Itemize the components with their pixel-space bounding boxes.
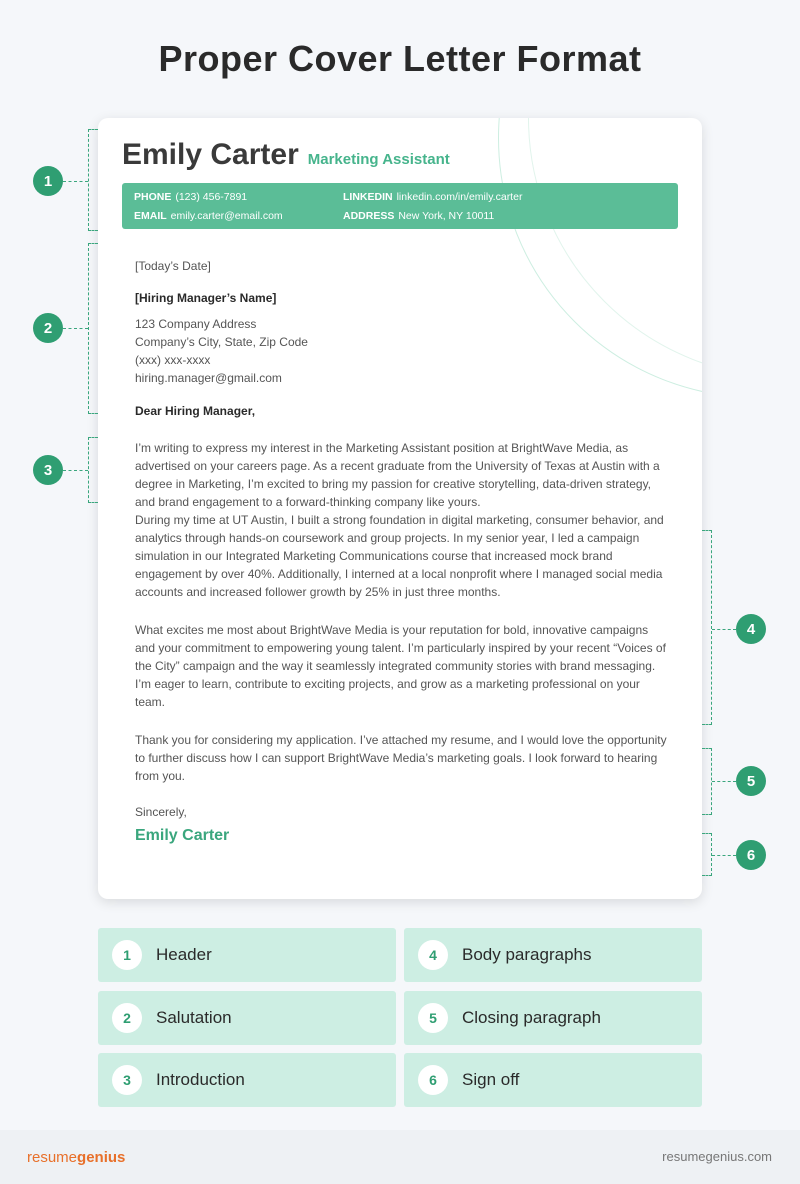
connector-6 [712,855,736,856]
legend-label: Salutation [156,1008,232,1027]
connector-1 [63,181,88,182]
marker-2: 2 [33,313,63,343]
legend-item-introduction [98,1053,396,1107]
email-value: emily.carter@email.com [170,210,283,222]
marker-4: 4 [736,614,766,644]
contact-linkedin [343,191,522,203]
marker-3: 3 [33,455,63,485]
legend-number: 6 [418,1065,448,1095]
phone-label: PHONE [134,191,172,203]
connector-2 [63,328,88,329]
connector-5 [712,781,736,782]
brand-part-1: resume [27,1149,78,1166]
signature: Emily Carter [135,827,230,844]
contact-address [343,210,494,222]
legend-item-signoff [404,1053,702,1107]
legend-label: Closing paragraph [462,1008,601,1027]
closing-paragraph: Thank you for considering my application. I’ve attached my resume, and I would love the opportunity to further discuss how I can support BrightWave Media’s marketing goals. I look forward to hearing from you. [135,733,667,783]
legend-item-salutation [98,991,396,1045]
contact-email [134,210,283,222]
legend-label: Introduction [156,1070,245,1089]
bracket-signoff [702,833,712,876]
legend-label: Sign off [462,1070,520,1089]
bracket-salutation [88,243,98,414]
marker-5: 5 [736,766,766,796]
footer [0,1130,800,1184]
address-line: Company’s City, State, Zip Code [135,335,308,349]
legend-label: Body paragraphs [462,945,592,964]
connector-3 [63,470,88,471]
address-line: 123 Company Address [135,317,257,331]
bracket-body [702,530,712,725]
legend-number: 2 [112,1003,142,1033]
bracket-introduction [88,437,98,503]
body-paragraph-2: What excites me most about BrightWave Media is your reputation for bold, innovative campaigns and your commitment to empowering young talent. I’m particularly inspired by your recent “Voices of the City” campaign and the way it seamlessly integrated community stories with brand messaging. I’m eager to learn, contribute to exciting projects, and grow as a marketing professional on your team. [135,623,666,709]
recipient-name: [Hiring Manager’s Name] [135,291,277,305]
header-name-row [122,138,450,172]
address-line: hiring.manager@gmail.com [135,371,282,385]
address-label: ADDRESS [343,210,395,222]
applicant-name: Emily Carter [122,138,299,171]
bracket-header [88,129,98,231]
letter-date: [Today’s Date] [135,259,211,273]
email-label: EMAIL [134,210,167,222]
marker-6: 6 [736,840,766,870]
legend-number: 4 [418,940,448,970]
legend-item-closing [404,991,702,1045]
bracket-closing [702,748,712,815]
address-value: New York, NY 10011 [398,210,495,222]
phone-value: (123) 456-7891 [175,191,248,203]
intro-paragraph: I’m writing to express my interest in the Marketing Assistant position at BrightWave Media, as advertised on your careers page. As a recent graduate from the University of Texas at Austin with a degree in Marketing, I’m excited to bring my passion for creative storytelling, data-driven strategy, and brand engagement to a forward-thinking company like yours. [135,441,660,509]
address-line: (xxx) xxx-xxxx [135,353,211,367]
sign-off: Sincerely, [135,805,187,819]
brand-part-2: genius [77,1149,126,1166]
legend-label: Header [156,945,212,964]
recipient-address [135,315,670,387]
legend-number: 1 [112,940,142,970]
legend-item-body [404,928,702,982]
body-paragraph-1: During my time at UT Austin, I built a strong foundation in digital marketing, consumer behavior, and analytics through hands-on coursework and group projects. In my senior year, I led a campaign simulation in our Integrated Marketing Communications course that increased mock brand engagement by over 40%. Additionally, I interned at a local nonprofit where I managed social media accounts and increased follower growth by 25% in just three months. [135,513,664,599]
contact-phone [134,191,247,203]
linkedin-value: linkedin.com/in/emily.carter [396,191,523,203]
cover-letter-card [98,118,702,899]
brand-logo[interactable] [27,1149,125,1166]
connector-4 [712,629,736,630]
site-link[interactable]: resumegenius.com [662,1149,772,1164]
legend-number: 5 [418,1003,448,1033]
applicant-job-title: Marketing Assistant [307,151,450,168]
legend-item-header [98,928,396,982]
legend-number: 3 [112,1065,142,1095]
page-title: Proper Cover Letter Format [158,38,642,79]
contact-bar [122,183,678,229]
marker-1: 1 [33,166,63,196]
linkedin-label: LINKEDIN [343,191,393,203]
salutation: Dear Hiring Manager, [135,404,256,418]
